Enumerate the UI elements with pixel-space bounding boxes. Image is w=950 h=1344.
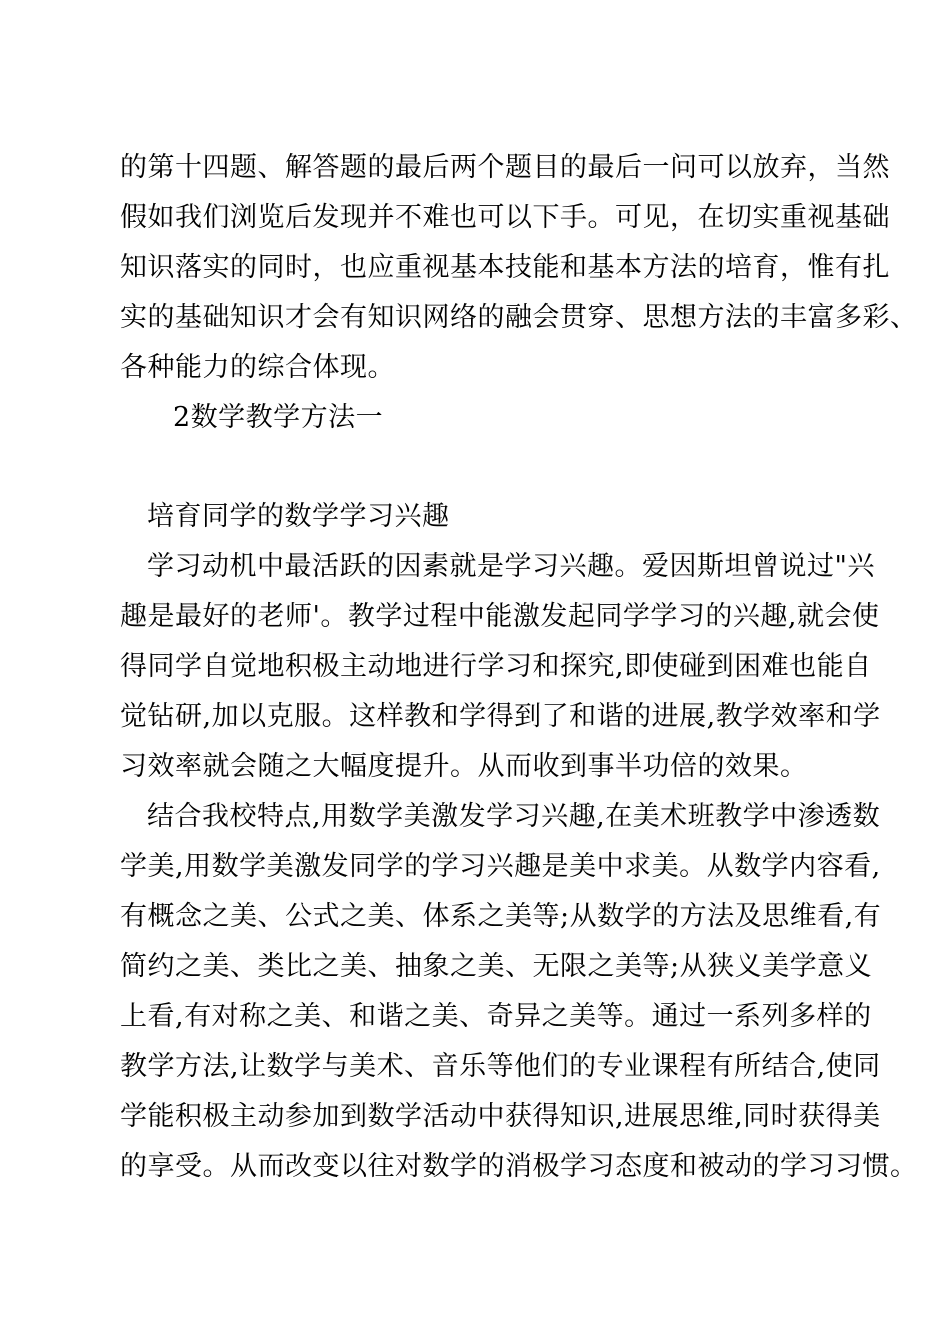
paragraph-1-line-5: 各种能力的综合体现。 [120,352,395,383]
paragraph-3-line-2: 学美,用数学美激发同学的学习兴趣是美中求美。从数学内容看, [120,851,881,882]
paragraph-3-line-4: 简约之美、类比之美、抽象之美、无限之美等;从狭义美学意义 [120,951,873,982]
paragraph-1-line-4: 实的基础知识才会有知识网络的融会贯穿、思想方法的丰富多彩、 [120,302,918,333]
subheading: 培育同学的数学学习兴趣 [147,501,450,532]
paragraph-3-line-7: 学能积极主动参加到数学活动中获得知识,进展思维,同时获得美 [120,1101,881,1132]
paragraph-2-line-1: 学习动机中最活跃的因素就是学习兴趣。爱因斯坦曾说过"兴 [147,551,875,582]
paragraph-2-line-3: 得同学自觉地积极主动地进行学习和探究,即使碰到困难也能自 [120,651,872,682]
paragraph-1-line-3: 知识落实的同时，也应重视基本技能和基本方法的培育，惟有扎 [120,252,890,283]
section-heading: 2数学教学方法一 [173,402,384,433]
paragraph-3-line-5: 上看,有对称之美、和谐之美、奇异之美等。通过一系列多样的 [120,1001,872,1032]
paragraph-1-line-2: 假如我们浏览后发现并不难也可以下手。可见，在切实重视基础 [120,202,890,233]
paragraph-3-line-8: 的享受。从而改变以往对数学的消极学习态度和被动的学习习惯。 [120,1151,918,1182]
paragraph-3-line-1: 结合我校特点,用数学美激发学习兴趣,在美术班教学中渗透数 [147,801,881,832]
paragraph-2-line-2: 趣是最好的老师'。教学过程中能激发起同学学习的兴趣,就会使 [120,601,880,632]
paragraph-2-line-5: 习效率就会随之大幅度提升。从而收到事半功倍的效果。 [120,751,808,782]
paragraph-3-line-6: 教学方法,让数学与美术、音乐等他们的专业课程有所结合,使同 [120,1051,881,1082]
paragraph-2-line-4: 觉钻研,加以克服。这样教和学得到了和谐的进展,教学效率和学 [120,701,881,732]
paragraph-3-line-3: 有概念之美、公式之美、体系之美等;从数学的方法及思维看,有 [120,901,882,932]
paragraph-1-line-1: 的第十四题、解答题的最后两个题目的最后一问可以放弃，当然 [120,152,890,183]
